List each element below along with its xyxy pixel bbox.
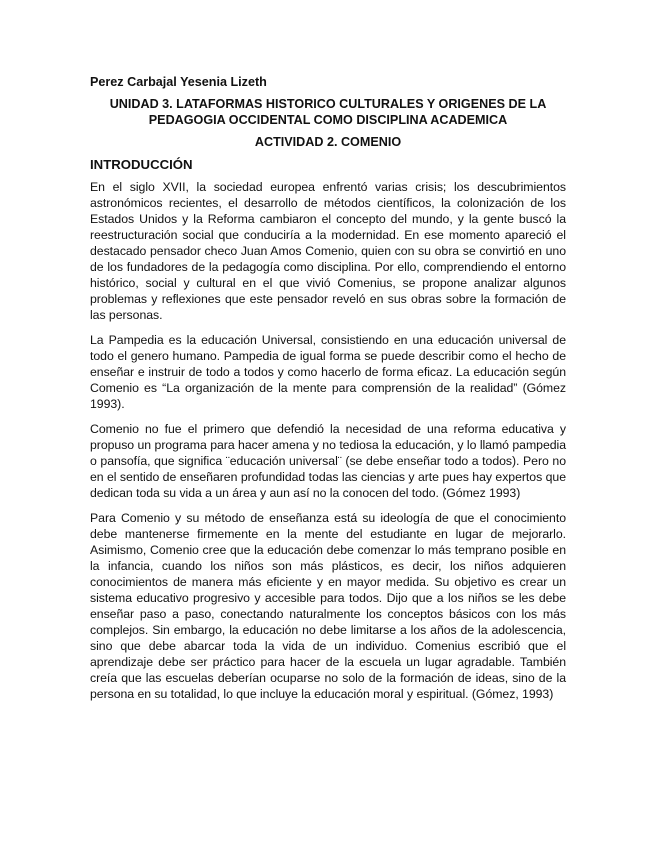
author-name: Perez Carbajal Yesenia Lizeth: [90, 75, 267, 89]
paragraph-method: Para Comenio y su método de enseñanza está su ideología de que el conocimiento debe mantenerse firmemente en la mente del estudiante en lugar de mejorarlo. Asimismo, Comenio cree que la educación debe comenzar lo más temprano posible en la infancia, cuando los niños son más plásticos, es decir, los niños adquieren conocimientos de manera más eficiente y en mayor medida. Su objetivo es crear un sistema educativo progresivo y accesible para todos. Dijo que a los niños se les debe enseñar paso a paso, conectando naturalmente los conceptos básicos con los más complejos. Sin embargo, la educación no debe limitarse a los años de la adolescencia, sino que debe abarcar toda la vida de un individuo. Comenius escribió que el aprendizaje debe ser práctico para hacer de la escuela un lugar agradable. También creía que las escuelas deberían ocuparse no solo de la formación de ideas, sino de la persona en su totalidad, lo que incluye la educación moral y espiritual. (Gómez, 1993): [90, 511, 566, 701]
activity-title: ACTIVIDAD 2. COMENIO: [254, 135, 402, 149]
paragraph-pampedia: La Pampedia es la educación Universal, consistiendo en una educación universal de todo el genero humano. Pampedia de igual forma se puede describir como el hecho de enseñar e instruir de todo a todos y como hacerlo de forma eficaz. La educación según Comenio es “La organización de la mente para comprensión de la realidad” (Gómez 1993).: [90, 333, 566, 411]
paragraph-intro: En el siglo XVII, la sociedad europea enfrentó varias crisis; los descubrimientos astronómicos recientes, el desarrollo de métodos científicos, la colonización de los Estados Unidos y la Reforma cambiaron el concepto del mundo, y la gente buscó la reestructuración social que conduciría a la modernidad. En ese momento apareció el destacado pensador checo Juan Amos Comenio, quien con su obra se convirtió en uno de los fundadores de la pedagogía como disciplina. Por ello, comprendiendo el entorno histórico, social y cultural en el que vivió Comenius, se propone analizar algunos problemas y reflexiones que este pensador reveló en sus obras sobre la formación de las personas.: [90, 180, 566, 322]
paragraph-reform: Comenio no fue el primero que defendió la necesidad de una reforma educativa y propuso un programa para hacer amena y no tediosa la educación, y lo llamó pampedia o pansofía, que significa ¨educación universal¨ (se debe enseñar todo a todos). Pero no en el sentido de enseñaren profundidad todas las ciencias y arte pues hay expertos que dedican toda su vida a un área y aun así no la conocen del todo. (Gómez 1993): [90, 422, 566, 500]
document-title: UNIDAD 3. LATAFORMAS HISTORICO CULTURALES Y ORIGENES DE LA PEDAGOGIA OCCIDENTAL COMO DISCIPLINA ACADEMICA: [109, 97, 547, 127]
document-page: [90, 74, 566, 711]
section-heading: INTRODUCCIÓN: [90, 157, 193, 172]
